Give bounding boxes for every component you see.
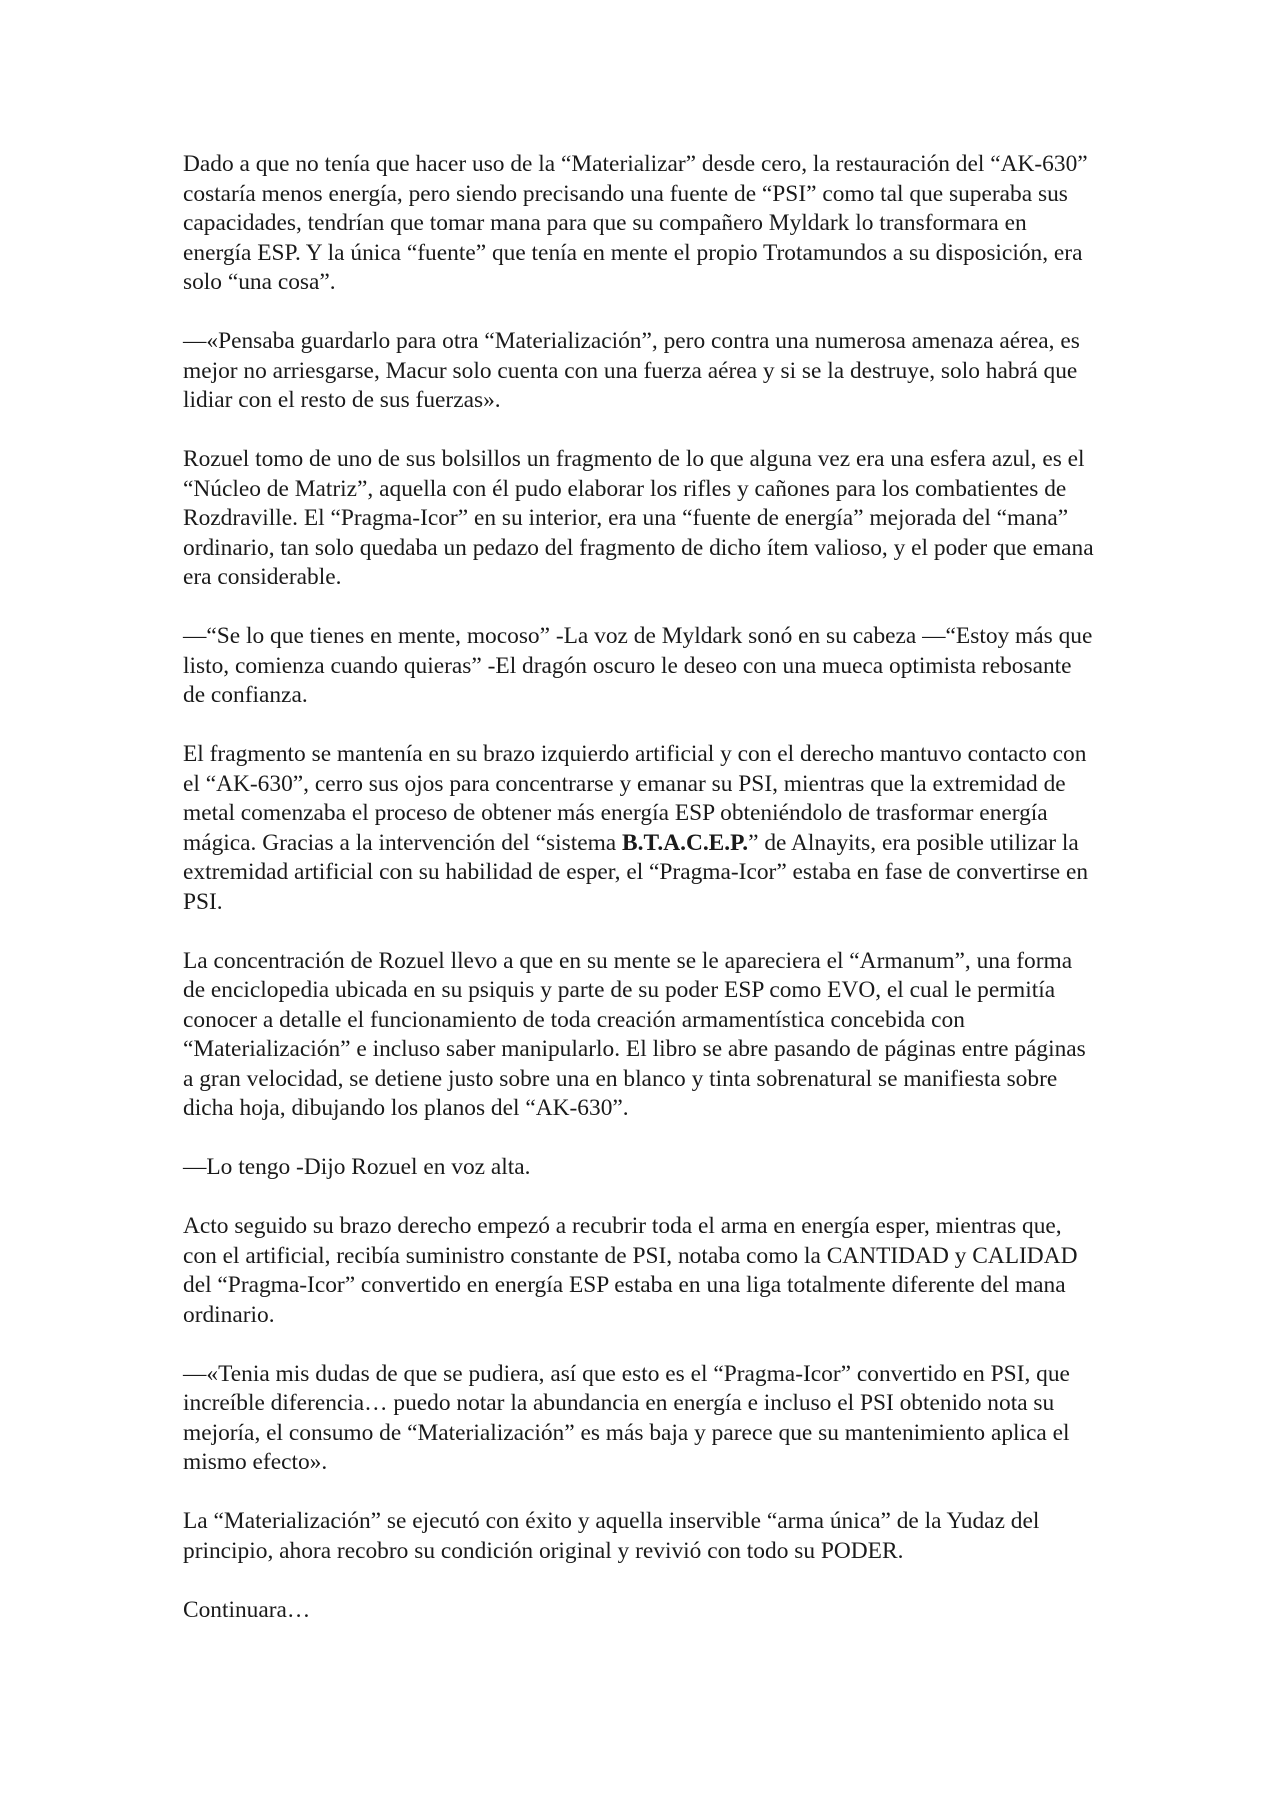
paragraph-8: Acto seguido su brazo derecho empezó a recubrir toda el arma en energía esper, mientras que, con el artificial, recibía suministro constante de PSI, notaba como la CANTIDAD y CALIDAD del “Pragma-Icor” convertido en energía ESP estaba en una liga totalmente diferente del mana ordinario. [183, 1213, 1078, 1328]
paragraph-3: Rozuel tomo de uno de sus bolsillos un fragmento de lo que alguna vez era una esfera azul, es el “Núcleo de Matriz”, aquella con él pudo elaborar los rifles y cañones para los combatientes de Rozdraville. El “Pragma-Icor” en su interior, era una “fuente de energía” mejorada del “mana” ordinario, tan solo quedaba un pedazo del fragmento de dicho ítem valioso, y el poder que emana era considerable. [183, 446, 1094, 590]
paragraph-1: Dado a que no tenía que hacer uso de la “Materializar” desde cero, la restauración del “AK-630” costaría menos energía, pero siendo precisando una fuente de “PSI” como tal que superaba sus capacidades, tendrían que tomar mana para que su compañero Myldark lo transformara en energía ESP. Y la única “fuente” que tenía en mente el propio Trotamundos a su disposición, era solo “una cosa”. [183, 151, 1088, 295]
paragraph-5 [183, 740, 1098, 917]
system-name-bold: B.T.A.C.E.P. [622, 829, 749, 856]
document-page [183, 150, 1098, 1655]
paragraph-5-text-before: El fragmento se mantenía en su brazo izquierdo artificial y con el derecho mantuvo contacto con el “AK-630”, cerro sus ojos para concentrarse y emanar su PSI, mientras que la extremidad de metal comenzaba el proceso de obtener más energía ESP obteniéndolo de trasformar energía mágica. Gracias a la intervención del “sistema [183, 741, 1087, 856]
paragraph-2: —«Pensaba guardarlo para otra “Materialización”, pero contra una numerosa amenaza aérea, es mejor no arriesgarse, Macur solo cuenta con una fuerza aérea y si se la destruye, solo habrá que lidiar con el resto de sus fuerzas». [183, 328, 1080, 413]
paragraph-5-text-after: ” de Alnayits, era posible utilizar la extremidad artificial con su habilidad de esper, el “Pragma-Icor” estaba en fase de convertirse en PSI. [183, 829, 1089, 915]
paragraph-9: —«Tenia mis dudas de que se pudiera, así que esto es el “Pragma-Icor” convertido en PSI, que increíble diferencia… puedo notar la abundancia en energía e incluso el PSI obtenido nota su mejoría, el consumo de “Materialización” es más baja y parece que su mantenimiento aplica el mismo efecto». [183, 1360, 1070, 1475]
paragraph-10: La “Materialización” se ejecutó con éxito y aquella inservible “arma única” de la Yudaz del principio, ahora recobro su condición original y revivió con todo su PODER. [183, 1508, 1040, 1564]
paragraph-4: —“Se lo que tienes en mente, mocoso” -La voz de Myldark sonó en su cabeza —“Estoy más que listo, comienza cuando quieras” -El dragón oscuro le deseo con una mueca optimista rebosante de confianza. [183, 623, 1093, 708]
paragraph-6: La concentración de Rozuel llevo a que en su mente se le apareciera el “Armanum”, una forma de enciclopedia ubicada en su psiquis y parte de su poder ESP como EVO, el cual le permitía conocer a detalle el funcionamiento de toda creación armamentística concebida con “Materialización” e incluso saber manipularlo. El libro se abre pasando de páginas entre páginas a gran velocidad, se detiene justo sobre una en blanco y tinta sobrenatural se manifiesta sobre dicha hoja, dibujando los planos del “AK-630”. [183, 947, 1086, 1121]
paragraph-11-continuara: Continuara… [183, 1596, 311, 1623]
paragraph-7: —Lo tengo -Dijo Rozuel en voz alta. [183, 1154, 531, 1180]
